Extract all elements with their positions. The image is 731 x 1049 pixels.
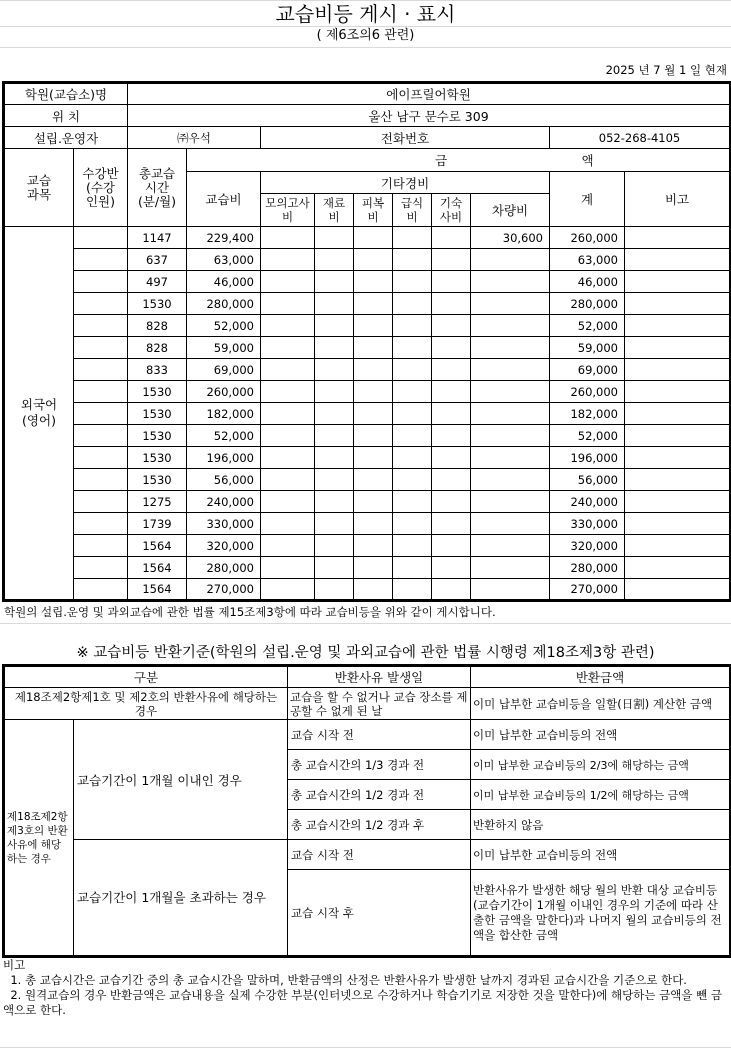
material-cell: [315, 403, 354, 425]
meal-cell: [393, 557, 432, 579]
class-cell: [74, 249, 128, 271]
hours-cell: 828: [128, 315, 187, 337]
class-cell: [74, 381, 128, 403]
mock-exam-cell: [261, 579, 315, 601]
vehicle-cell: [471, 249, 550, 271]
within-month-label: 교습기간이 1개월 이내인 경우: [74, 720, 288, 840]
material-cell: [315, 315, 354, 337]
header-meal: [393, 194, 432, 227]
refund-amount: 반환사유가 발생한 해당 월의 반환 대상 교습비등(교습기간이 1개월 이내인 경우의 기준에 따라 산출한 금액을 말한다)과 나머지 월의 교습비등의 전액을 합산한 금액: [471, 870, 731, 957]
fee-row: [4, 469, 731, 491]
page-title: 교습비등 게시 · 표시: [275, 2, 456, 26]
uniform-cell: [354, 293, 393, 315]
refund-date: 총 교습시간의 1/2 경과 전: [288, 780, 471, 810]
dorm-cell: [432, 381, 471, 403]
fee-row: [4, 359, 731, 381]
remarks-cell: [625, 337, 731, 359]
meal-cell: [393, 359, 432, 381]
refund-amount: 반환하지 않음: [471, 810, 731, 840]
header-tuition: 교습비: [187, 172, 261, 227]
operator-row: [4, 127, 731, 149]
header-subject: [4, 149, 74, 227]
material-cell: [315, 469, 354, 491]
header-class-text: 수강반 (수강 인원): [82, 165, 119, 209]
hours-cell: 1530: [128, 381, 187, 403]
refund-row1-category: 제18조제2항제1호 및 제2호의 반환사유에 해당하는 경우: [4, 688, 288, 720]
total-cell: 260,000: [550, 381, 625, 403]
mock-exam-cell: [261, 403, 315, 425]
refund-amount: 이미 납부한 교습비등의 2/3에 해당하는 금액: [471, 750, 731, 780]
total-cell: 52,000: [550, 315, 625, 337]
class-cell: [74, 447, 128, 469]
hours-cell: 1530: [128, 403, 187, 425]
academy-label: 학원(교습소)명: [4, 83, 128, 105]
material-cell: [315, 579, 354, 601]
meal-cell: [393, 315, 432, 337]
remarks-cell: [625, 315, 731, 337]
note-item: 1. 총 교습시간은 교습기간 중의 총 교습시간을 말하며, 반환금액의 산정은 반환사유가 발생한 날까지 경과된 교습시간을 기준으로 한다.: [3, 973, 687, 987]
mock-exam-cell: [261, 557, 315, 579]
material-cell: [315, 491, 354, 513]
mock-exam-cell: [261, 271, 315, 293]
header-total: 계: [550, 172, 625, 227]
dorm-cell: [432, 557, 471, 579]
total-cell: 240,000: [550, 491, 625, 513]
refund-header-date: 반환사유 발생일: [288, 666, 471, 688]
class-cell: [74, 513, 128, 535]
material-cell: [315, 293, 354, 315]
uniform-cell: [354, 249, 393, 271]
tuition-cell: 320,000: [187, 535, 261, 557]
meal-cell: [393, 579, 432, 601]
uniform-cell: [354, 359, 393, 381]
mock-exam-cell: [261, 447, 315, 469]
fee-row: [4, 535, 731, 557]
dorm-cell: [432, 271, 471, 293]
hours-cell: 1530: [128, 469, 187, 491]
hours-cell: 1564: [128, 557, 187, 579]
total-cell: 260,000: [550, 227, 625, 249]
meal-cell: [393, 491, 432, 513]
fee-row: [4, 227, 731, 249]
dorm-cell: [432, 359, 471, 381]
refund-group-label: 제18조제2항 제3호의 반환사유에 해당하는 경우: [4, 720, 74, 957]
uniform-cell: [354, 491, 393, 513]
class-cell: [74, 557, 128, 579]
header-other: 기타경비: [261, 172, 550, 194]
dorm-cell: [432, 469, 471, 491]
fee-row: [4, 337, 731, 359]
dorm-cell: [432, 535, 471, 557]
total-cell: 56,000: [550, 469, 625, 491]
header-subject-text: 교습 과목: [26, 172, 52, 202]
total-cell: 52,000: [550, 425, 625, 447]
remarks-cell: [625, 227, 731, 249]
dorm-cell: [432, 227, 471, 249]
meal-cell: [393, 337, 432, 359]
hours-cell: 1739: [128, 513, 187, 535]
dorm-cell: [432, 447, 471, 469]
mock-exam-cell: [261, 469, 315, 491]
header-dorm: [432, 194, 471, 227]
uniform-cell: [354, 381, 393, 403]
hours-cell: 1147: [128, 227, 187, 249]
remarks-cell: [625, 403, 731, 425]
material-cell: [315, 381, 354, 403]
vehicle-cell: [471, 491, 550, 513]
mock-exam-cell: [261, 249, 315, 271]
meal-cell: [393, 513, 432, 535]
dorm-cell: [432, 579, 471, 601]
header-dorm-text: 기숙 사비: [439, 196, 463, 224]
mock-exam-cell: [261, 359, 315, 381]
meal-cell: [393, 469, 432, 491]
phone-label: 전화번호: [261, 127, 550, 149]
header-uniform: [354, 194, 393, 227]
tuition-cell: 52,000: [187, 425, 261, 447]
dorm-cell: [432, 491, 471, 513]
total-cell: 196,000: [550, 447, 625, 469]
class-cell: [74, 425, 128, 447]
notes-label: 비고: [3, 958, 26, 972]
material-cell: [315, 447, 354, 469]
location-row: [4, 105, 731, 127]
mock-exam-cell: [261, 513, 315, 535]
total-cell: 63,000: [550, 249, 625, 271]
vehicle-cell: [471, 315, 550, 337]
class-cell: [74, 403, 128, 425]
notice-text: 학원의 설립.운영 및 과외교습에 관한 법률 제15조제3항에 따라 교습비등을 위와 같이 게시합니다.: [4, 605, 496, 619]
hours-cell: 828: [128, 337, 187, 359]
mock-exam-cell: [261, 293, 315, 315]
refund-row1-date: 교습을 할 수 없거나 교습 장소를 제공할 수 없게 된 날: [288, 688, 471, 720]
notes: [3, 958, 728, 1018]
material-cell: [315, 359, 354, 381]
fee-row: [4, 447, 731, 469]
tuition-cell: 196,000: [187, 447, 261, 469]
uniform-cell: [354, 227, 393, 249]
header-row-1: [4, 149, 731, 172]
material-cell: [315, 337, 354, 359]
uniform-cell: [354, 315, 393, 337]
header-meal-text: 급식 비: [400, 196, 424, 224]
dorm-cell: [432, 315, 471, 337]
hours-cell: 1564: [128, 579, 187, 601]
mock-exam-cell: [261, 337, 315, 359]
hours-cell: 1564: [128, 535, 187, 557]
hours-cell: 497: [128, 271, 187, 293]
header-uniform-text: 피복 비: [361, 196, 385, 224]
refund-row: [4, 688, 731, 720]
tuition-cell: 182,000: [187, 403, 261, 425]
tuition-cell: 63,000: [187, 249, 261, 271]
meal-cell: [393, 403, 432, 425]
total-cell: 330,000: [550, 513, 625, 535]
vehicle-cell: [471, 359, 550, 381]
material-cell: [315, 271, 354, 293]
remarks-cell: [625, 271, 731, 293]
mock-exam-cell: [261, 535, 315, 557]
fee-row: [4, 557, 731, 579]
meal-cell: [393, 535, 432, 557]
header-amount-left: 금: [435, 153, 448, 168]
uniform-cell: [354, 271, 393, 293]
dorm-cell: [432, 293, 471, 315]
fee-row: [4, 381, 731, 403]
remarks-cell: [625, 293, 731, 315]
total-cell: 270,000: [550, 579, 625, 601]
vehicle-cell: [471, 337, 550, 359]
vehicle-cell: [471, 271, 550, 293]
vehicle-cell: [471, 293, 550, 315]
class-cell: [74, 535, 128, 557]
class-cell: [74, 315, 128, 337]
tuition-cell: 280,000: [187, 293, 261, 315]
vehicle-cell: [471, 557, 550, 579]
material-cell: [315, 425, 354, 447]
total-cell: 59,000: [550, 337, 625, 359]
material-cell: [315, 227, 354, 249]
uniform-cell: [354, 557, 393, 579]
dorm-cell: [432, 513, 471, 535]
refund-title: ※ 교습비등 반환기준(학원의 설립.운영 및 과외교습에 관한 법률 시행령 제18조제3항 관련): [76, 645, 655, 661]
class-cell: [74, 579, 128, 601]
subject-cell: 외국어 (영어): [4, 227, 74, 601]
mock-exam-cell: [261, 491, 315, 513]
vehicle-cell: [471, 535, 550, 557]
tuition-cell: 229,400: [187, 227, 261, 249]
phone-value: 052-268-4105: [550, 127, 731, 149]
hours-cell: 833: [128, 359, 187, 381]
header-hours-text: 총교습 시간 (분/월): [137, 165, 177, 209]
tuition-cell: 52,000: [187, 315, 261, 337]
academy-row: [4, 83, 731, 105]
refund-header-amount: 반환금액: [471, 666, 731, 688]
fee-row: [4, 315, 731, 337]
fee-row: [4, 403, 731, 425]
tuition-cell: 260,000: [187, 381, 261, 403]
class-cell: [74, 359, 128, 381]
header-mock-exam-text: 모의고사 비: [265, 196, 310, 224]
header-class: [74, 149, 128, 227]
gridline: [0, 1047, 731, 1048]
header-material: [315, 194, 354, 227]
remarks-cell: [625, 469, 731, 491]
tuition-cell: 240,000: [187, 491, 261, 513]
uniform-cell: [354, 535, 393, 557]
vehicle-cell: [471, 513, 550, 535]
dorm-cell: [432, 337, 471, 359]
vehicle-cell: [471, 381, 550, 403]
fee-row: [4, 513, 731, 535]
dorm-cell: [432, 425, 471, 447]
meal-cell: [393, 249, 432, 271]
meal-cell: [393, 293, 432, 315]
refund-date: 교습 시작 전: [288, 840, 471, 870]
meal-cell: [393, 381, 432, 403]
mock-exam-cell: [261, 381, 315, 403]
total-cell: 320,000: [550, 535, 625, 557]
class-cell: [74, 469, 128, 491]
tuition-cell: 46,000: [187, 271, 261, 293]
uniform-cell: [354, 403, 393, 425]
refund-row: [4, 720, 731, 750]
uniform-cell: [354, 337, 393, 359]
header-vehicle: 차량비: [471, 194, 550, 227]
material-cell: [315, 557, 354, 579]
uniform-cell: [354, 447, 393, 469]
total-cell: 280,000: [550, 557, 625, 579]
hours-cell: 1275: [128, 491, 187, 513]
fee-row: [4, 249, 731, 271]
remarks-cell: [625, 535, 731, 557]
remarks-cell: [625, 425, 731, 447]
class-cell: [74, 491, 128, 513]
refund-header-row: [4, 666, 731, 688]
hours-cell: 1530: [128, 293, 187, 315]
fee-row: [4, 293, 731, 315]
header-material-text: 재료 비: [322, 196, 346, 224]
remarks-cell: [625, 381, 731, 403]
vehicle-cell: 30,600: [471, 227, 550, 249]
remarks-cell: [625, 359, 731, 381]
total-cell: 69,000: [550, 359, 625, 381]
meal-cell: [393, 447, 432, 469]
refund-amount: 이미 납부한 교습비등의 전액: [471, 720, 731, 750]
operator-value-text: ㈜우석: [177, 130, 211, 145]
refund-row: [4, 840, 731, 870]
operator-label: 설립.운영자: [4, 127, 128, 149]
refund-date: 총 교습시간의 1/3 경과 전: [288, 750, 471, 780]
tuition-cell: 270,000: [187, 579, 261, 601]
tuition-cell: 280,000: [187, 557, 261, 579]
hours-cell: 1530: [128, 425, 187, 447]
refund-amount: 이미 납부한 교습비등의 1/2에 해당하는 금액: [471, 780, 731, 810]
academy-value: 에이프릴어학원: [128, 83, 731, 105]
class-cell: [74, 337, 128, 359]
fee-row: [4, 491, 731, 513]
mock-exam-cell: [261, 315, 315, 337]
remarks-cell: [625, 513, 731, 535]
dorm-cell: [432, 249, 471, 271]
fee-row: [4, 425, 731, 447]
refund-date: 교습 시작 후: [288, 870, 471, 957]
remarks-cell: [625, 491, 731, 513]
uniform-cell: [354, 513, 393, 535]
header-amount-right: 액: [581, 153, 594, 168]
tuition-cell: 69,000: [187, 359, 261, 381]
refund-date: 총 교습시간의 1/2 경과 후: [288, 810, 471, 840]
total-cell: 182,000: [550, 403, 625, 425]
refund-date: 교습 시작 전: [288, 720, 471, 750]
header-hours: [128, 149, 187, 227]
remarks-cell: [625, 557, 731, 579]
header-remarks: 비고: [625, 172, 731, 227]
class-cell: [74, 271, 128, 293]
vehicle-cell: [471, 447, 550, 469]
material-cell: [315, 513, 354, 535]
remarks-cell: [625, 579, 731, 601]
meal-cell: [393, 271, 432, 293]
fee-row: [4, 271, 731, 293]
refund-amount: 이미 납부한 교습비등의 전액: [471, 840, 731, 870]
gridline: [0, 47, 731, 48]
material-cell: [315, 249, 354, 271]
operator-value: [128, 127, 261, 149]
mock-exam-cell: [261, 227, 315, 249]
uniform-cell: [354, 579, 393, 601]
remarks-cell: [625, 249, 731, 271]
material-cell: [315, 535, 354, 557]
page-subtitle: ( 제6조의6 관련): [316, 28, 415, 43]
dorm-cell: [432, 403, 471, 425]
total-cell: 46,000: [550, 271, 625, 293]
tuition-cell: 330,000: [187, 513, 261, 535]
fee-table: [2, 81, 731, 602]
fee-rows: [4, 227, 731, 601]
class-cell: [74, 293, 128, 315]
gridline: [0, 623, 731, 624]
hours-cell: 1530: [128, 447, 187, 469]
refund-row1-amount: 이미 납부한 교습비등을 일할(日割) 계산한 금액: [471, 688, 731, 720]
note-item: 2. 원격교습의 경우 반환금액은 교습내용을 실제 수강한 부분(인터넷으로 수강하거나 학습기기로 저장한 것을 말한다)에 해당하는 금액을 뺀 금액으로 한다.: [3, 988, 722, 1017]
uniform-cell: [354, 425, 393, 447]
fee-row: [4, 579, 731, 601]
vehicle-cell: [471, 469, 550, 491]
over-month-label: 교습기간이 1개월을 초과하는 경우: [74, 840, 288, 957]
location-value: 울산 남구 문수로 309: [128, 105, 731, 127]
meal-cell: [393, 227, 432, 249]
mock-exam-cell: [261, 425, 315, 447]
refund-header-category: 구분: [4, 666, 288, 688]
tuition-cell: 56,000: [187, 469, 261, 491]
meal-cell: [393, 425, 432, 447]
refund-table: [2, 664, 731, 958]
tuition-cell: 59,000: [187, 337, 261, 359]
as-of-date: 2025 년 7 월 1 일 현재: [605, 63, 727, 77]
vehicle-cell: [471, 425, 550, 447]
vehicle-cell: [471, 579, 550, 601]
uniform-cell: [354, 469, 393, 491]
header-mock-exam: [261, 194, 315, 227]
class-cell: [74, 227, 128, 249]
vehicle-cell: [471, 403, 550, 425]
location-label: 위 치: [4, 105, 128, 127]
hours-cell: 637: [128, 249, 187, 271]
total-cell: 280,000: [550, 293, 625, 315]
remarks-cell: [625, 447, 731, 469]
header-amount: [187, 149, 731, 172]
